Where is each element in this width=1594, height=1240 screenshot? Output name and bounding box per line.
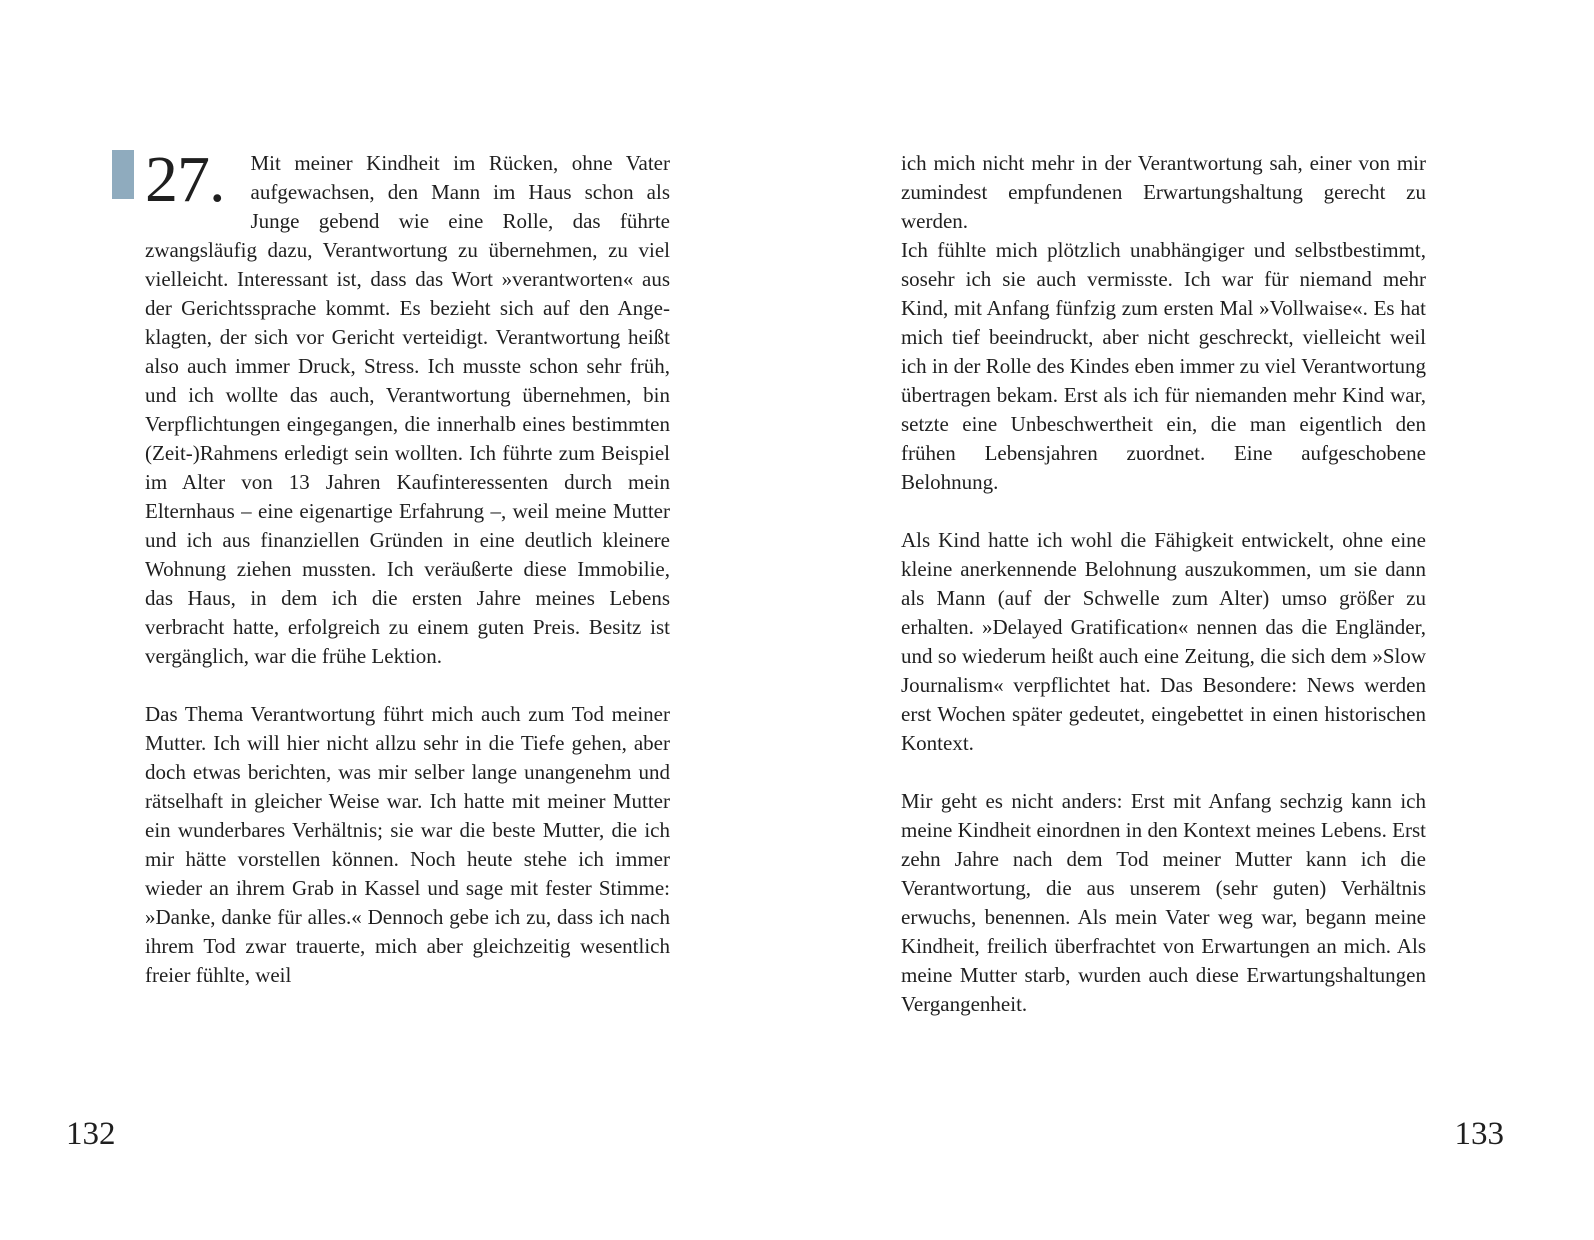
page-number-left: 132 — [66, 1116, 116, 1152]
left-text-column — [145, 143, 670, 990]
paragraph: Als Kind hatte ich wohl die Fähigkeit entwickelt, ohne eine kleine anerkennende Belohnung auszukommen, um sie dann als Mann (auf der Schwelle zum Alter) umso größer zu erhalten. »Delayed Gratification« nennen das die Engländer, und so wiederum heißt auch eine Zeitung, die sich dem »Slow Journalism« verpflichtet hat. Das Besondere: News werden erst Wochen später gedeutet, eingebettet in einen historischen Kontext. — [901, 528, 1426, 755]
page-number-right: 133 — [1454, 1116, 1504, 1152]
paragraph: Das Thema Verantwortung führt mich auch zum Tod meiner Mutter. Ich will hier nicht allzu sehr in die Tiefe gehen, aber doch etwas berichten, was mir selber lange unangenehm und rätselhaft in gleicher Weise war. Ich hatte mit meiner Mutter ein wunderbares Verhältnis; sie war die beste Mutter, die ich mir hätte vorstellen können. Noch heute stehe ich immer wieder an ihrem Grab in Kassel und sage mit fester Stimme: »Danke, danke für alles.« Dennoch gebe ich zu, dass ich nach ihrem Tod zwar trauerte, mich aber gleichzeitig wesentlich freier fühlte, weil — [145, 702, 670, 987]
paragraph: Mir geht es nicht anders: Erst mit Anfang sechzig kann ich meine Kindheit einordnen in den Kontext meines Lebens. Erst zehn Jahre nach dem Tod meiner Mutter kann ich die Verantwortung, die aus unserem (sehr guten) Verhältnis erwuchs, benennen. Als mein Vater weg war, begann meine Kindheit, freilich überfrachtet von Erwartungen an mich. Als meine Mutter starb, wurden auch diese Erwartungshaltungen Vergangenheit. — [901, 789, 1426, 1016]
paragraph: ich mich nicht mehr in der Verantwortung sah, einer von mir zumindest empfundenen Erwartungshaltung gerecht zu werden. — [901, 151, 1426, 233]
right-text-column — [901, 149, 1426, 1019]
chapter-marker-bar — [112, 150, 134, 199]
chapter-number: 27. — [145, 143, 225, 216]
paragraph: Mit meiner Kindheit im Rücken, ohne Vater aufgewachsen, den Mann im Haus schon als Junge gebend wie eine Rolle, das führte zwangsläufig dazu, Verantwortung zu übernehmen, zu viel vielleicht. Interessant ist, dass das Wort »verantworten« aus der Gerichtssprache kommt. Es bezieht sich auf den Angeklagten, der sich vor Gericht verteidigt. Verantwortung heißt also auch immer Druck, Stress. Ich musste schon sehr früh, und ich wollte das auch, Verantwortung übernehmen, bin Verpflichtungen eingegangen, die innerhalb eines bestimmten (Zeit-)Rahmens erledigt sein wollten. Ich führte zum Beispiel im Alter von 13 Jahren Kaufinteressenten durch mein Elternhaus – eine eigenartige Erfahrung –, weil meine Mutter und ich aus finanziellen Gründen in eine deutlich kleinere Wohnung ziehen mussten. Ich veräußerte diese Immobilie, das Haus, in dem ich die ersten Jahre meines Lebens verbracht hatte, erfolgreich zu einem guten Preis. Besitz ist vergänglich, war die frühe Lektion. — [145, 151, 670, 668]
right-page — [797, 0, 1594, 1240]
paragraph: Ich fühlte mich plötzlich unabhängiger und selbstbestimmt, sosehr ich sie auch vermisste. Ich war für niemand mehr Kind, mit Anfang fünfzig zum ersten Mal »Vollwaise«. Es hat mich tief beeindruckt, aber nicht geschreckt, vielleicht weil ich in der Rolle des Kindes eben immer zu viel Verantwortung übertragen bekam. Erst als ich für niemanden mehr Kind war, setzte eine Unbeschwertheit ein, die man eigentlich den frühen Lebensjahren zuordnet. Eine aufgeschobene Belohnung. — [901, 238, 1426, 494]
